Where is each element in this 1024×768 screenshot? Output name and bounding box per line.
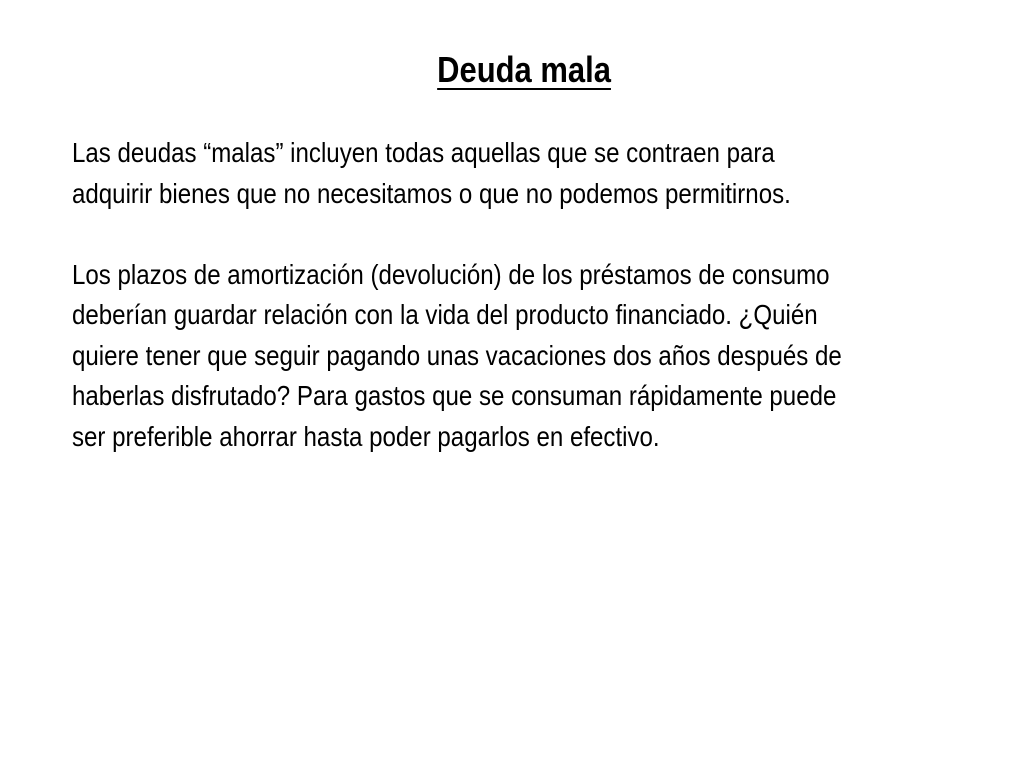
slide-title	[0, 48, 1024, 91]
paragraph-line: Las deudas “malas” incluyen todas aquellas que se contraen para	[72, 137, 775, 168]
paragraph-amortization-terms	[72, 255, 975, 458]
paragraph-line: quiere tener que seguir pagando unas vacaciones dos años después de	[72, 339, 842, 371]
paragraph-line: Los plazos de amortización (devolución) de los préstamos de consumo	[72, 258, 830, 290]
paragraph-line: ser preferible ahorrar hasta poder pagarlos en efectivo.	[72, 420, 660, 452]
slide-body	[72, 133, 975, 457]
paragraph-line: adquirir bienes que no necesitamos o que no podemos permitirnos.	[72, 177, 791, 209]
paragraph-line: haberlas disfrutado? Para gastos que se consuman rápidamente puede	[72, 380, 837, 411]
paragraph-line: deberían guardar relación con la vida del producto financiado. ¿Quién	[72, 299, 818, 330]
paragraph-bad-debt-definition	[72, 133, 975, 214]
slide-title-text: Deuda mala	[437, 49, 612, 90]
